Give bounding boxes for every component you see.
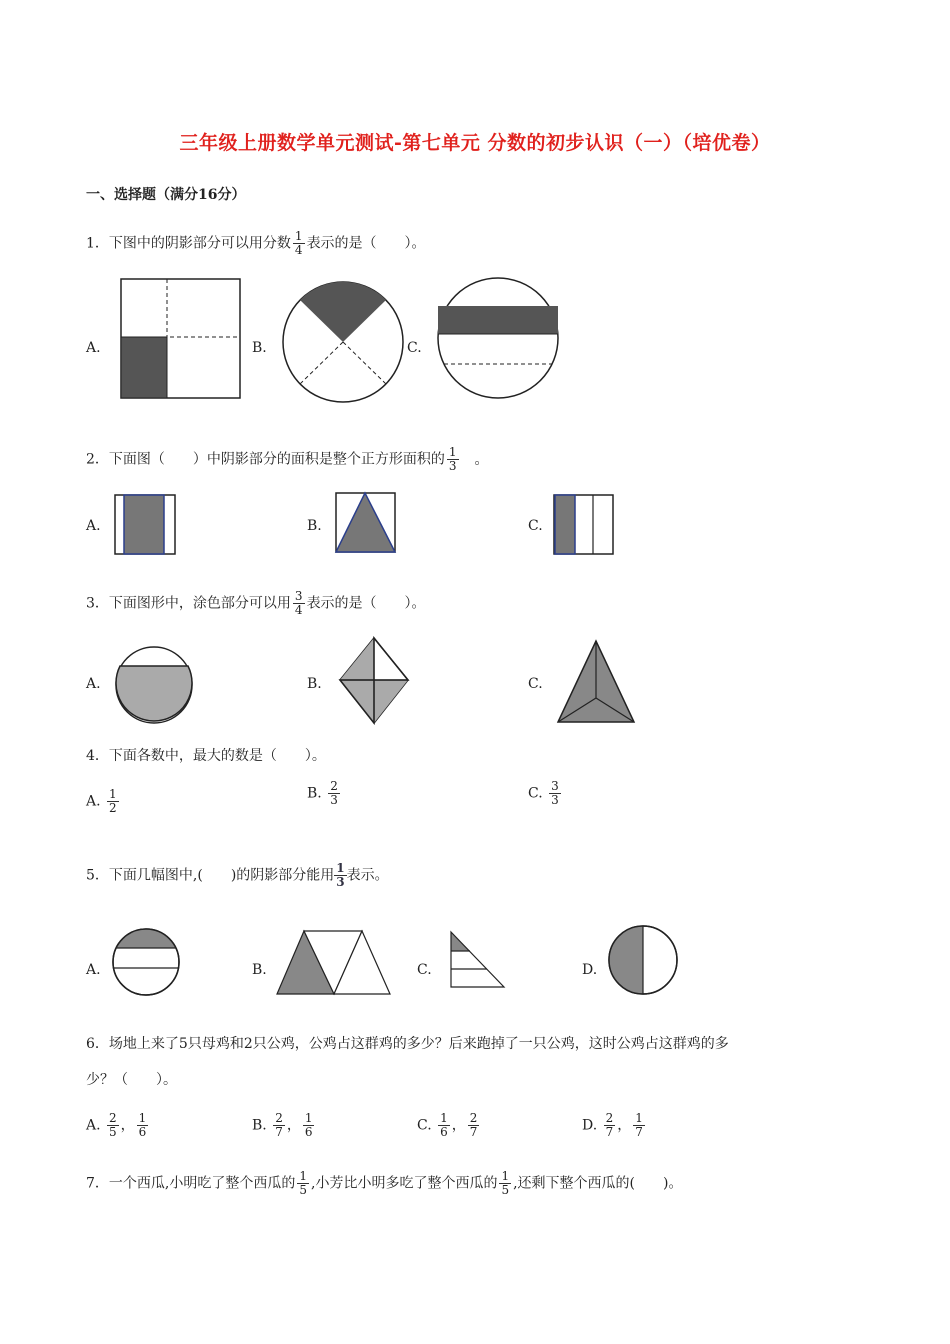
option-a[interactable]: A. $\frac{2}{5}$ ， $\frac{1}{6}$ [86, 1111, 147, 1139]
question-6-line-1: 6．场地上来了5只母鸡和2只公鸡，公鸡占这群鸡的多少？后来跑掉了一只公鸡，这时公鸡占这群鸡的多 [86, 1036, 729, 1052]
option-b-label[interactable]: B. [252, 340, 267, 356]
option-a-label[interactable]: A. [86, 676, 101, 692]
q3-figure-b [338, 637, 410, 725]
q5-figure-c [450, 931, 506, 989]
option-b[interactable]: B. $\frac{2}{7}$ ， $\frac{1}{6}$ [252, 1111, 313, 1139]
page-title: 三年级上册数学单元测试-第七单元 分数的初步认识（一）（培优卷） [179, 132, 771, 154]
fraction: $\frac{1}{3}$ [448, 445, 457, 473]
question-6-line-2: 少？（ ）。 [86, 1072, 177, 1088]
option-b-label[interactable]: B. [252, 962, 267, 978]
question-1: 1．下图中的阴影部分可以用分数 $\frac{1}{4}$ 表示的是（ ）。 [86, 229, 426, 257]
question-7: 7．一个西瓜,小明吃了整个西瓜的 $\frac{1}{5}$ ,小芳比小明多吃了整个西瓜的 $\frac{1}{5}$ ,还剩下整个西瓜的( )。 [86, 1169, 683, 1197]
question-5: 5．下面几幅图中,( )的阴影部分能用 $\frac{1}{3}$ 表示。 [86, 861, 389, 889]
question-2: 2．下面图（ ）中阴影部分的面积是整个正方形面积的 $\frac{1}{3}$ 。 [86, 445, 489, 473]
option-a-label[interactable]: A. [86, 962, 101, 978]
option-c[interactable]: C. $\frac{3}{3}$ [528, 779, 559, 807]
option-c-label[interactable]: C. [528, 676, 543, 692]
fraction: $\frac{1}{5}$ [501, 1169, 510, 1197]
option-a[interactable]: A. $\frac{1}{2}$ [86, 787, 117, 815]
q1-figure-a [120, 278, 242, 400]
option-a-label[interactable]: A. [86, 340, 101, 356]
q2-figure-a [114, 494, 176, 556]
option-b[interactable]: B. $\frac{2}{3}$ [307, 779, 338, 807]
q3-figure-a [114, 645, 194, 725]
option-b-label[interactable]: B. [307, 518, 322, 534]
q3-figure-c [556, 640, 636, 724]
option-c-label[interactable]: C. [407, 340, 422, 356]
option-a-label[interactable]: A. [86, 518, 101, 534]
option-d-label[interactable]: D. [582, 962, 598, 978]
option-c-label[interactable]: C. [528, 518, 543, 534]
section-heading: 一、选择题（满分16分） [86, 187, 246, 203]
q5-figure-b [276, 930, 392, 996]
q1-figure-b [281, 280, 405, 404]
option-c-label[interactable]: C. [417, 962, 432, 978]
option-b-label[interactable]: B. [307, 676, 322, 692]
q2-figure-b [335, 492, 397, 554]
fraction: $\frac{1}{5}$ [299, 1169, 307, 1197]
fraction: $\frac{3}{4}$ [294, 589, 303, 617]
q1-figure-c [436, 276, 560, 400]
question-4: 4．下面各数中，最大的数是（ ）。 [86, 748, 326, 764]
fraction: $\frac{1}{3}$ [336, 861, 345, 889]
option-c[interactable]: C. $\frac{1}{6}$ ， $\frac{2}{7}$ [417, 1111, 478, 1139]
question-3: 3．下面图形中，涂色部分可以用 $\frac{3}{4}$ 表示的是（ ）。 [86, 589, 426, 617]
q5-figure-a [111, 927, 181, 997]
option-d[interactable]: D. $\frac{2}{7}$ ， $\frac{1}{7}$ [582, 1111, 643, 1139]
fraction: $\frac{1}{4}$ [294, 229, 303, 257]
q5-figure-d [607, 924, 679, 996]
q2-figure-c [553, 494, 615, 556]
